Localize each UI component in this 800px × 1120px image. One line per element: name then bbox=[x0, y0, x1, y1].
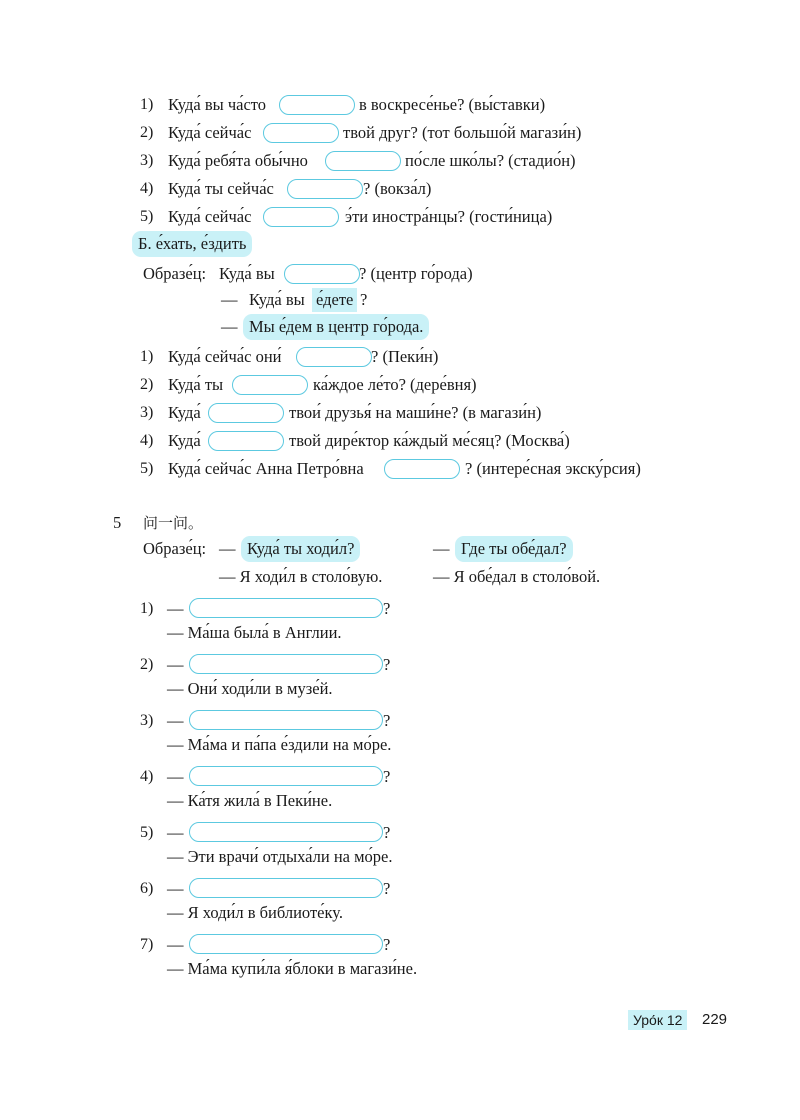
question-blank[interactable] bbox=[189, 766, 383, 786]
section-heading: Б. е́хать, е́здить bbox=[132, 231, 252, 257]
example-answer-2: — Я обе́дал в столо́вой. bbox=[433, 567, 601, 586]
exercise-number: 5 bbox=[113, 513, 122, 532]
example-question-highlight: е́дете bbox=[312, 288, 357, 312]
answer-line: — Я ходи́л в библиоте́ку. bbox=[167, 903, 343, 922]
question-blank[interactable] bbox=[189, 822, 383, 842]
item-number: 4) bbox=[140, 432, 154, 449]
answer-blank[interactable] bbox=[263, 207, 339, 227]
example-question-2: Где ты обе́дал? bbox=[455, 536, 573, 562]
answer-blank[interactable] bbox=[263, 123, 339, 143]
example-answer-1: — Я ходи́л в столо́вую. bbox=[219, 567, 383, 586]
page-number: 229 bbox=[702, 1011, 728, 1028]
answer-blank[interactable] bbox=[296, 347, 372, 367]
dash: — bbox=[167, 879, 184, 898]
dash: — bbox=[167, 767, 184, 786]
item-text-post: твой друг? (тот большо́й магази́н) bbox=[343, 123, 582, 142]
dash: — bbox=[167, 823, 184, 842]
item-text-pre: Куда́ ты сейча́с bbox=[168, 179, 274, 198]
dash: — bbox=[221, 290, 238, 309]
dash: — bbox=[167, 711, 184, 730]
example-question-pre: Куда́ вы bbox=[249, 290, 305, 309]
example-blank[interactable] bbox=[284, 264, 360, 284]
dash: — bbox=[433, 539, 450, 558]
item-number: 1) bbox=[140, 96, 154, 113]
item-text-pre: Куда́ bbox=[168, 431, 201, 450]
item-text-post: твои́ друзья́ на маши́не? (в магази́н) bbox=[289, 403, 542, 422]
answer-blank[interactable] bbox=[287, 179, 363, 199]
question-mark: ? bbox=[383, 823, 391, 842]
answer-line: — Ма́ма купи́ла я́блоки в магази́не. bbox=[167, 959, 418, 978]
item-text-post: э́ти иностра́нцы? (гости́ница) bbox=[345, 207, 553, 226]
answer-blank[interactable] bbox=[208, 403, 284, 423]
item-number: 5) bbox=[140, 824, 154, 841]
question-mark: ? bbox=[383, 767, 391, 786]
dash: — bbox=[167, 599, 184, 618]
item-number: 2) bbox=[140, 656, 154, 673]
answer-line: — Ма́ма и па́па е́здили на мо́ре. bbox=[167, 735, 392, 754]
item-number: 5) bbox=[140, 460, 154, 477]
answer-blank[interactable] bbox=[325, 151, 401, 171]
example-text-pre: Куда́ вы bbox=[219, 264, 275, 283]
item-text-post: твой дире́ктор ка́ждый ме́сяц? (Москва́) bbox=[289, 431, 570, 450]
item-text-pre: Куда́ сейча́с Анна Петро́вна bbox=[168, 459, 364, 478]
lesson-label: Уро́к 12 bbox=[628, 1010, 687, 1030]
item-number: 4) bbox=[140, 768, 154, 785]
item-text-post: в воскресе́нье? (вы́ставки) bbox=[359, 95, 546, 114]
item-text-post: ? (интере́сная экску́рсия) bbox=[465, 459, 641, 478]
answer-blank[interactable] bbox=[384, 459, 460, 479]
item-number: 4) bbox=[140, 180, 154, 197]
example-label: Образе́ц: bbox=[143, 539, 207, 558]
question-blank[interactable] bbox=[189, 878, 383, 898]
question-mark: ? bbox=[383, 711, 391, 730]
answer-line: — Эти врачи́ отдыха́ли на мо́ре. bbox=[167, 847, 393, 866]
item-number: 1) bbox=[140, 600, 154, 617]
item-text-post: ка́ждое ле́то? (дере́вня) bbox=[313, 375, 477, 394]
item-text-post: по́сле шко́лы? (стадио́н) bbox=[405, 151, 576, 170]
item-text-post: ? (Пеки́н) bbox=[371, 347, 439, 366]
question-mark: ? bbox=[383, 655, 391, 674]
question-blank[interactable] bbox=[189, 710, 383, 730]
item-number: 7) bbox=[140, 936, 154, 953]
item-number: 2) bbox=[140, 376, 154, 393]
answer-blank[interactable] bbox=[232, 375, 308, 395]
item-number: 2) bbox=[140, 124, 154, 141]
item-number: 1) bbox=[140, 348, 154, 365]
answer-blank[interactable] bbox=[208, 431, 284, 451]
question-blank[interactable] bbox=[189, 598, 383, 618]
exercise-instruction: 问一问。 bbox=[143, 514, 204, 532]
question-blank[interactable] bbox=[189, 934, 383, 954]
answer-line: — Ка́тя жила́ в Пеки́не. bbox=[167, 791, 333, 810]
question-blank[interactable] bbox=[189, 654, 383, 674]
example-answer: Мы е́дем в центр го́рода. bbox=[243, 314, 429, 340]
item-text-post: ? (вокза́л) bbox=[363, 179, 432, 198]
dash: — bbox=[167, 935, 184, 954]
answer-blank[interactable] bbox=[279, 95, 355, 115]
question-mark: ? bbox=[383, 599, 391, 618]
item-text-pre: Куда́ вы ча́сто bbox=[168, 95, 267, 114]
answer-line: — Ма́ша была́ в Англии. bbox=[167, 623, 342, 642]
item-number: 3) bbox=[140, 404, 154, 421]
item-text-pre: Куда́ ты bbox=[168, 375, 224, 394]
item-text-pre: Куда́ сейча́с bbox=[168, 123, 252, 142]
example-text-post: ? (центр го́рода) bbox=[359, 264, 473, 283]
item-text-pre: Куда́ сейча́с они́ bbox=[168, 347, 282, 366]
dash: — bbox=[219, 539, 236, 558]
item-number: 6) bbox=[140, 880, 154, 897]
item-text-pre: Куда́ bbox=[168, 403, 201, 422]
example-label: Образе́ц: bbox=[143, 264, 207, 283]
item-text-pre: Куда́ сейча́с bbox=[168, 207, 252, 226]
example-question-post: ? bbox=[360, 290, 368, 309]
item-text-pre: Куда́ ребя́та обы́чно bbox=[168, 151, 308, 170]
item-number: 3) bbox=[140, 712, 154, 729]
question-mark: ? bbox=[383, 879, 391, 898]
item-number: 5) bbox=[140, 208, 154, 225]
answer-line: — Они́ ходи́ли в музе́й. bbox=[167, 679, 333, 698]
dash: — bbox=[221, 317, 238, 336]
question-mark: ? bbox=[383, 935, 391, 954]
item-number: 3) bbox=[140, 152, 154, 169]
example-question-1: Куда́ ты ходи́л? bbox=[241, 536, 360, 562]
dash: — bbox=[167, 655, 184, 674]
